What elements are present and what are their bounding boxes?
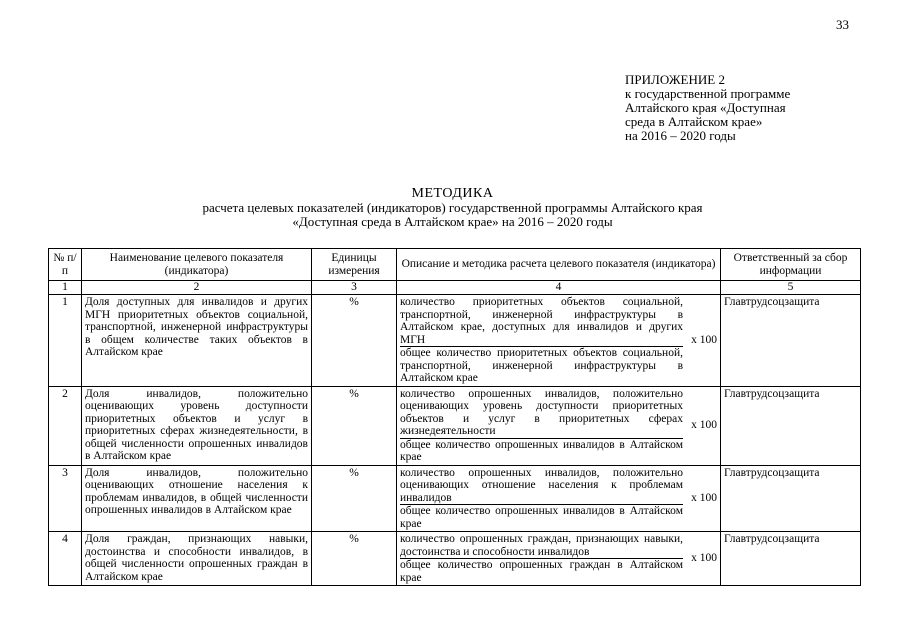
appendix-line: к государственной программе: [625, 86, 791, 101]
formula-numerator: количество приоритетных объектов социальной, транспортной, инженерной инфраструктуры в Алтайском крае, доступных для инвалидов и других МГН: [400, 296, 683, 346]
formula: [400, 467, 717, 531]
column-number: 2: [82, 281, 312, 295]
indicator-name: Доля доступных для инвалидов и других МГН приоритетных объектов социальной, транспортной, инженерной инфраструктуры в общем количестве таких объектов в Алтайском крае: [82, 295, 312, 387]
calculation-method: [397, 465, 721, 532]
indicator-name: Доля инвалидов, положительно оценивающих отношение населения к проблемам инвалидов, в общей численности опрошенных инвалидов в Алтайском крае: [82, 465, 312, 532]
fraction: [400, 533, 683, 584]
formula: [400, 296, 717, 385]
formula-denominator: общее количество приоритетных объектов социальной, транспортной, инженерной инфраструктуры в Алтайском крае: [400, 347, 683, 384]
formula-denominator: общее количество опрошенных инвалидов в Алтайском крае: [400, 438, 683, 463]
formula-numerator: количество опрошенных инвалидов, положительно оценивающих отношение населения к проблемам инвалидов: [400, 466, 683, 504]
row-number: 3: [49, 465, 82, 532]
formula-denominator: общее количество опрошенных граждан в Алтайском крае: [400, 559, 683, 584]
calculation-method: [397, 386, 721, 465]
header-method: Описание и методика расчета целевого показателя (индикатора): [397, 249, 721, 281]
formula-multiplier: x 100: [691, 492, 717, 504]
appendix-line: среда в Алтайском крае»: [625, 114, 763, 129]
page-number: 33: [836, 17, 849, 32]
page-title: МЕТОДИКА: [411, 186, 494, 201]
header-name: Наименование целевого показателя (индикатора): [82, 249, 312, 281]
indicator-name: Доля инвалидов, положительно оценивающих уровень доступности приоритетных объектов и услуг в приоритетных сферах жизнедеятельности, в общей численности опрошенных инвалидов в Алтайском крае: [82, 386, 312, 465]
header-no: № п/п: [49, 249, 82, 281]
column-number: 5: [721, 281, 861, 295]
row-number: 1: [49, 295, 82, 387]
indicator-unit: %: [312, 295, 397, 387]
formula-denominator: общее количество опрошенных инвалидов в Алтайском крае: [400, 505, 683, 530]
formula: [400, 533, 717, 584]
heading-subtitle: расчета целевых показателей (индикаторов) государственной программы Алтайского края: [202, 200, 703, 215]
formula-numerator: количество опрошенных инвалидов, положительно оценивающих уровень доступности приоритетных объектов и услуг в приоритетных сферах жизнедеятельности: [400, 387, 683, 437]
indicator-name: Доля граждан, признающих навыки, достоинства и способности инвалидов, в общей численности опрошенных граждан в Алтайском крае: [82, 532, 312, 586]
column-number-row: [49, 281, 861, 295]
row-number: 4: [49, 532, 82, 586]
formula-numerator: количество опрошенных граждан, признающих навыки, достоинства и способности инвалидов: [400, 533, 683, 558]
table-header-row: [49, 249, 861, 281]
appendix-line: Алтайского края «Доступная: [625, 100, 786, 115]
indicators-table: [48, 248, 861, 586]
formula-multiplier: x 100: [691, 419, 717, 432]
column-number: 4: [397, 281, 721, 295]
header-unit: Единицы измерения: [312, 249, 397, 281]
indicator-unit: %: [312, 532, 397, 586]
responsible-agency: Главтрудсоцзащита: [721, 465, 861, 532]
indicator-unit: %: [312, 386, 397, 465]
fraction: [400, 388, 683, 464]
table-row: [49, 532, 861, 586]
table-row: [49, 386, 861, 465]
appendix-line: на 2016 – 2020 годы: [625, 128, 736, 143]
table-row: [49, 295, 861, 387]
appendix-block: [625, 73, 790, 143]
fraction: [400, 467, 683, 531]
calculation-method: [397, 532, 721, 586]
column-number: 3: [312, 281, 397, 295]
row-number: 2: [49, 386, 82, 465]
table-row: [49, 465, 861, 532]
formula-multiplier: x 100: [691, 334, 717, 346]
indicator-unit: %: [312, 465, 397, 532]
responsible-agency: Главтрудсоцзащита: [721, 386, 861, 465]
document-heading: [0, 187, 905, 229]
header-responsible: Ответственный за сбор информации: [721, 249, 861, 281]
responsible-agency: Главтрудсоцзащита: [721, 532, 861, 586]
fraction: [400, 296, 683, 385]
formula-multiplier: x 100: [691, 552, 717, 565]
appendix-line: ПРИЛОЖЕНИЕ 2: [625, 72, 725, 87]
responsible-agency: Главтрудсоцзащита: [721, 295, 861, 387]
formula: [400, 388, 717, 464]
calculation-method: [397, 295, 721, 387]
column-number: 1: [49, 281, 82, 295]
heading-subtitle: «Доступная среда в Алтайском крае» на 2016 – 2020 годы: [292, 214, 613, 229]
